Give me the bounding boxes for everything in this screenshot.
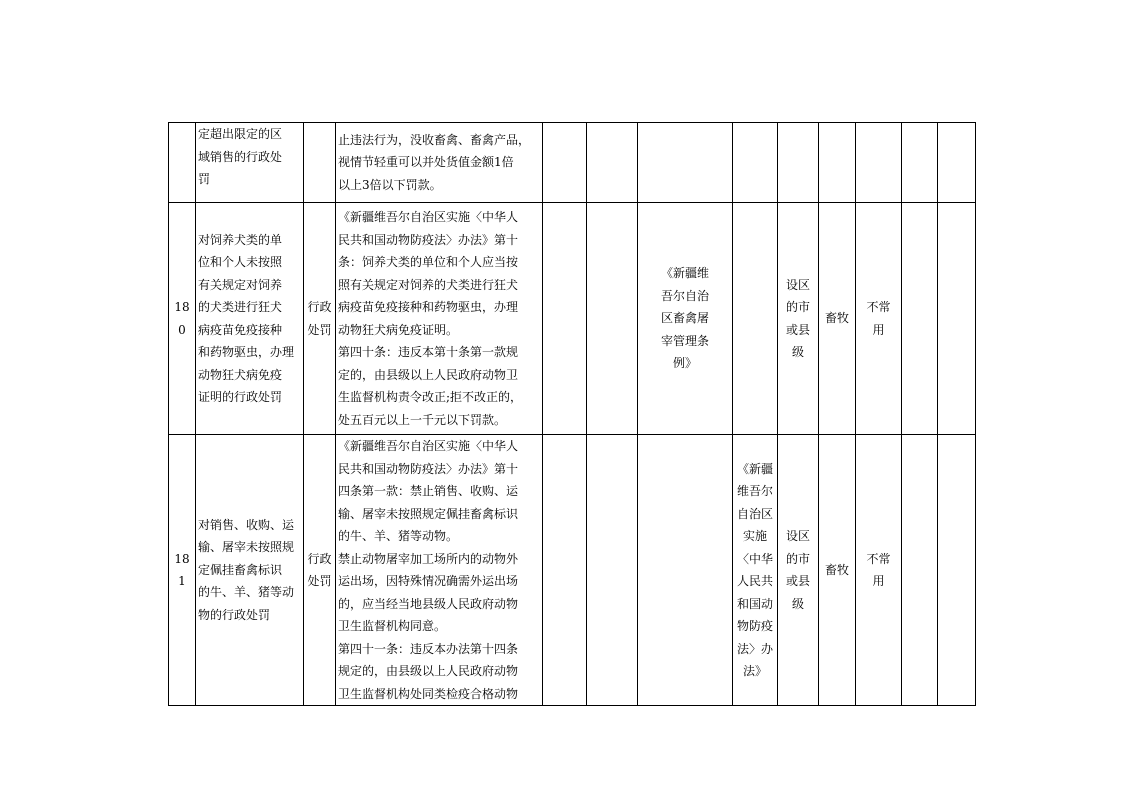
table-row bbox=[169, 123, 976, 203]
empty-cell bbox=[587, 435, 638, 706]
empty-cell bbox=[543, 123, 587, 203]
related-law-cell: 《新疆 维吾尔 自治区 实施 〈中华 人民共 和国动 物防疫 法〉办 法》 bbox=[733, 435, 778, 706]
empty-cell bbox=[902, 435, 938, 706]
empty-cell bbox=[938, 203, 976, 435]
legal-basis-cell: 《新疆维吾尔自治区实施〈中华人 民共和国动物防疫法〉办法》第十 四条第一款：禁止销售、收购、运 输、屠宰未按照规定佩挂畜禽标识 的牛、羊、猪等动物。 禁止动物屠宰加工场所内的动物外 运出场，因特殊情况确需外运出场 的，应当经当地县级人民政府动物 卫生监督机构同意。 第四十一条：违反本办法第十四条 规定的，由县级以上人民政府动物 卫生监督机构处同类检疫合格动物 bbox=[336, 435, 543, 706]
empty-cell bbox=[902, 203, 938, 435]
department-cell: 畜牧 bbox=[819, 435, 856, 706]
related-law-cell: 《新疆维 吾尔自治 区畜禽屠 宰管理条 例》 bbox=[638, 203, 733, 435]
row-number-cell bbox=[169, 123, 196, 203]
table-row bbox=[169, 435, 976, 706]
penalty-table bbox=[168, 122, 976, 706]
legal-basis-cell: 止违法行为，没收畜禽、畜禽产品， 视情节轻重可以并处货值金额1倍 以上3倍以下罚款。 bbox=[336, 123, 543, 203]
empty-cell bbox=[856, 123, 902, 203]
table-row bbox=[169, 203, 976, 435]
row-number-cell: 181 bbox=[169, 435, 196, 706]
empty-cell bbox=[638, 123, 733, 203]
legal-basis-cell: 《新疆维吾尔自治区实施〈中华人 民共和国动物防疫法〉办法》第十 条：饲养犬类的单位和个人应当按 照有关规定对饲养的犬类进行狂犬 病疫苗免疫接种和药物驱虫，办理 动物狂犬病免疫证明。 第四十条：违反本第十条第一款规 定的，由县级以上人民政府动物卫 生监督机构责令改正;拒不改正的， 处五百元以上一千元以下罚款。 bbox=[336, 203, 543, 435]
empty-cell bbox=[638, 435, 733, 706]
empty-cell bbox=[733, 123, 778, 203]
empty-cell bbox=[938, 435, 976, 706]
execution-level-cell: 设区 的市 或县 级 bbox=[778, 435, 819, 706]
empty-cell bbox=[938, 123, 976, 203]
empty-cell bbox=[543, 203, 587, 435]
item-type-cell bbox=[304, 123, 336, 203]
empty-cell bbox=[819, 123, 856, 203]
frequency-cell: 不常 用 bbox=[856, 203, 902, 435]
empty-cell bbox=[543, 435, 587, 706]
item-type-cell: 行政 处罚 bbox=[304, 203, 336, 435]
empty-cell bbox=[587, 203, 638, 435]
item-name-cell: 对饲养犬类的单 位和个人未按照 有关规定对饲养 的犬类进行狂犬 病疫苗免疫接种 和药物驱虫，办理 动物狂犬病免疫 证明的行政处罚 bbox=[196, 203, 304, 435]
frequency-cell: 不常 用 bbox=[856, 435, 902, 706]
empty-cell bbox=[733, 203, 778, 435]
item-type-cell: 行政 处罚 bbox=[304, 435, 336, 706]
execution-level-cell: 设区 的市 或县 级 bbox=[778, 203, 819, 435]
item-name-cell: 对销售、收购、运 输、屠宰未按照规 定佩挂畜禽标识 的牛、羊、猪等动 物的行政处罚 bbox=[196, 435, 304, 706]
empty-cell bbox=[778, 123, 819, 203]
row-number-cell: 180 bbox=[169, 203, 196, 435]
empty-cell bbox=[902, 123, 938, 203]
department-cell: 畜牧 bbox=[819, 203, 856, 435]
item-name-cell: 定超出限定的区 域销售的行政处 罚 bbox=[196, 123, 304, 203]
empty-cell bbox=[587, 123, 638, 203]
